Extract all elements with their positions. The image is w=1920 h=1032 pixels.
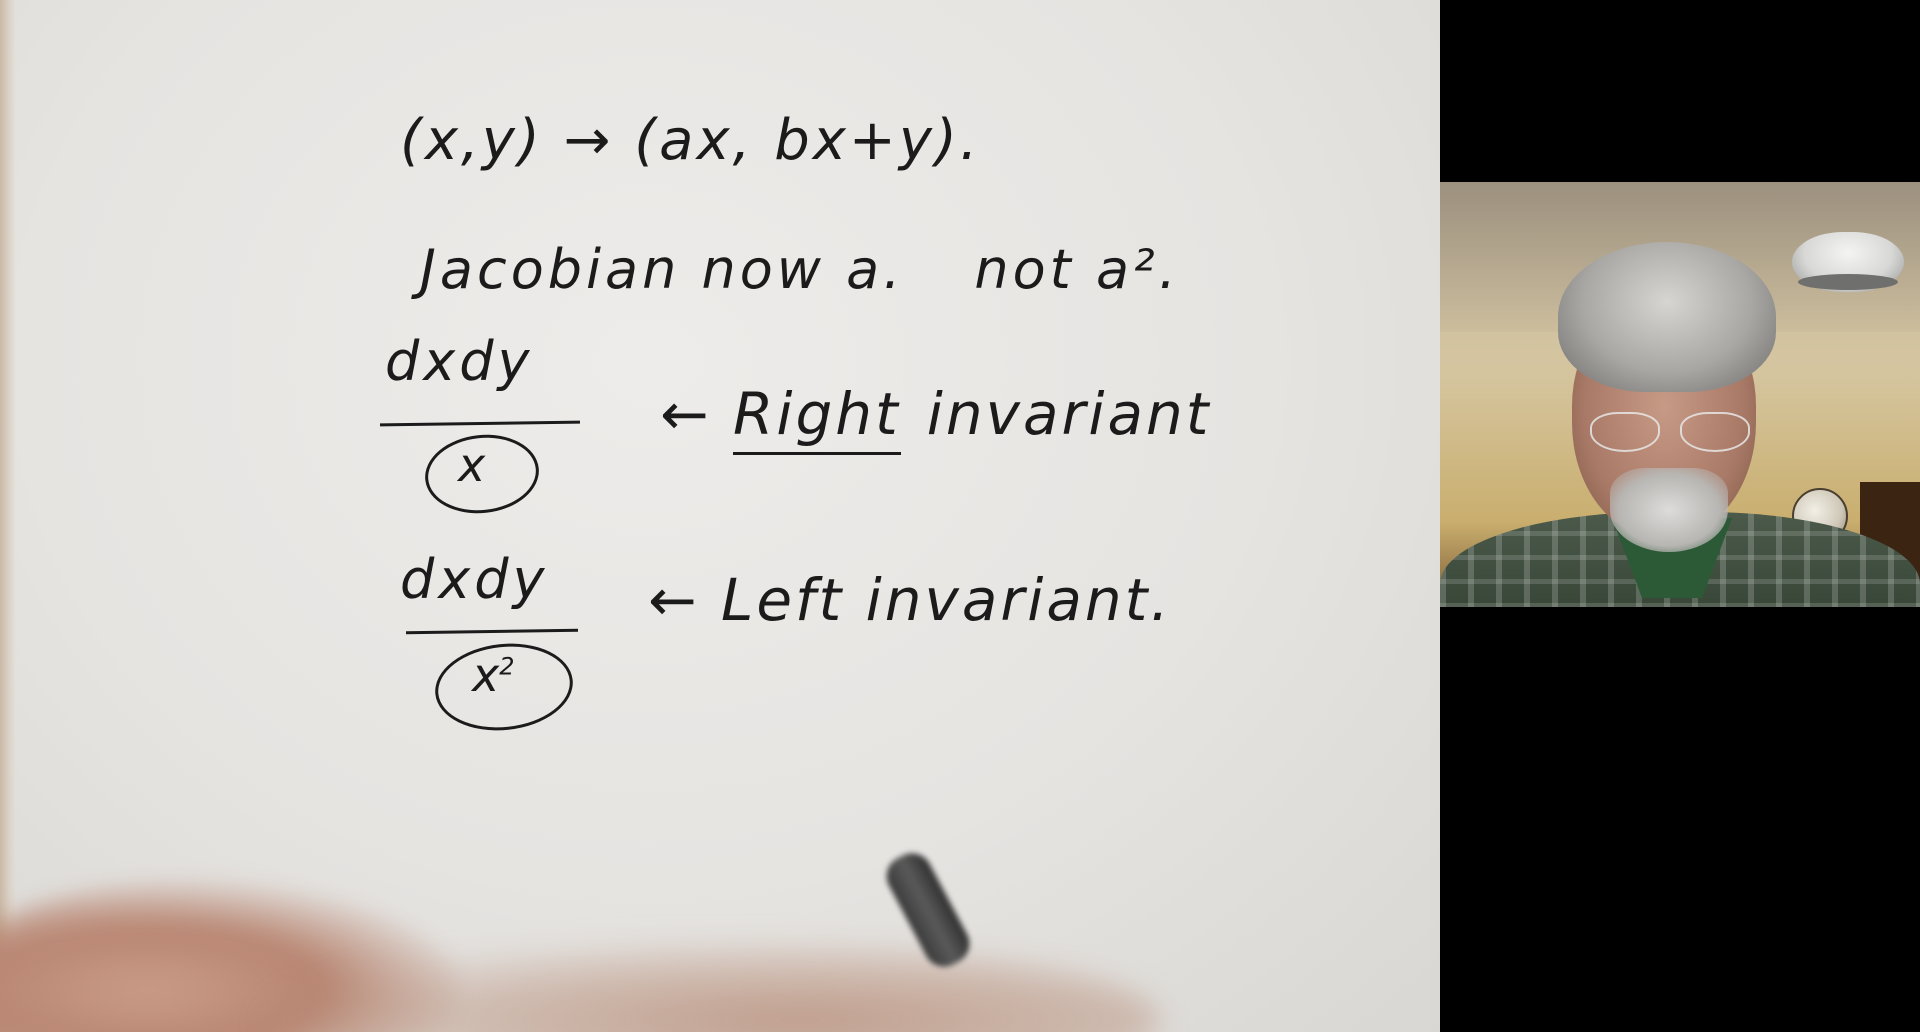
right-measure-denominator: x bbox=[458, 438, 486, 492]
glasses-icon bbox=[1590, 412, 1750, 450]
participant-person bbox=[1440, 182, 1920, 607]
left-measure-numerator: dxdy bbox=[400, 548, 549, 611]
participant-video-tile[interactable] bbox=[1440, 182, 1920, 607]
handwritten-transform: (x,y) → (ax, bx+y). bbox=[400, 108, 981, 173]
right-measure-numerator: dxdy bbox=[385, 330, 534, 393]
denominator-base: x bbox=[472, 648, 500, 702]
invariant-word: invariant bbox=[926, 380, 1212, 448]
left-measure-denominator bbox=[472, 648, 515, 702]
paper-edge bbox=[0, 0, 16, 1032]
left-invariant-label: ← Left invariant. bbox=[648, 566, 1172, 634]
right-measure-fraction bbox=[380, 330, 600, 530]
beard bbox=[1610, 468, 1728, 552]
right-invariant-label bbox=[660, 380, 1212, 455]
fraction-bar bbox=[406, 629, 578, 634]
jacobian-note: not a². bbox=[974, 238, 1180, 301]
jacobian-text: Jacobian now a. bbox=[420, 238, 905, 301]
denominator-exponent: 2 bbox=[499, 652, 515, 681]
fraction-bar bbox=[380, 421, 580, 427]
left-measure-fraction bbox=[400, 548, 620, 748]
right-word: Right bbox=[733, 380, 901, 455]
left-arrow-icon: ← bbox=[660, 380, 712, 448]
hair bbox=[1558, 242, 1776, 392]
handwritten-jacobian-line bbox=[420, 238, 1180, 301]
